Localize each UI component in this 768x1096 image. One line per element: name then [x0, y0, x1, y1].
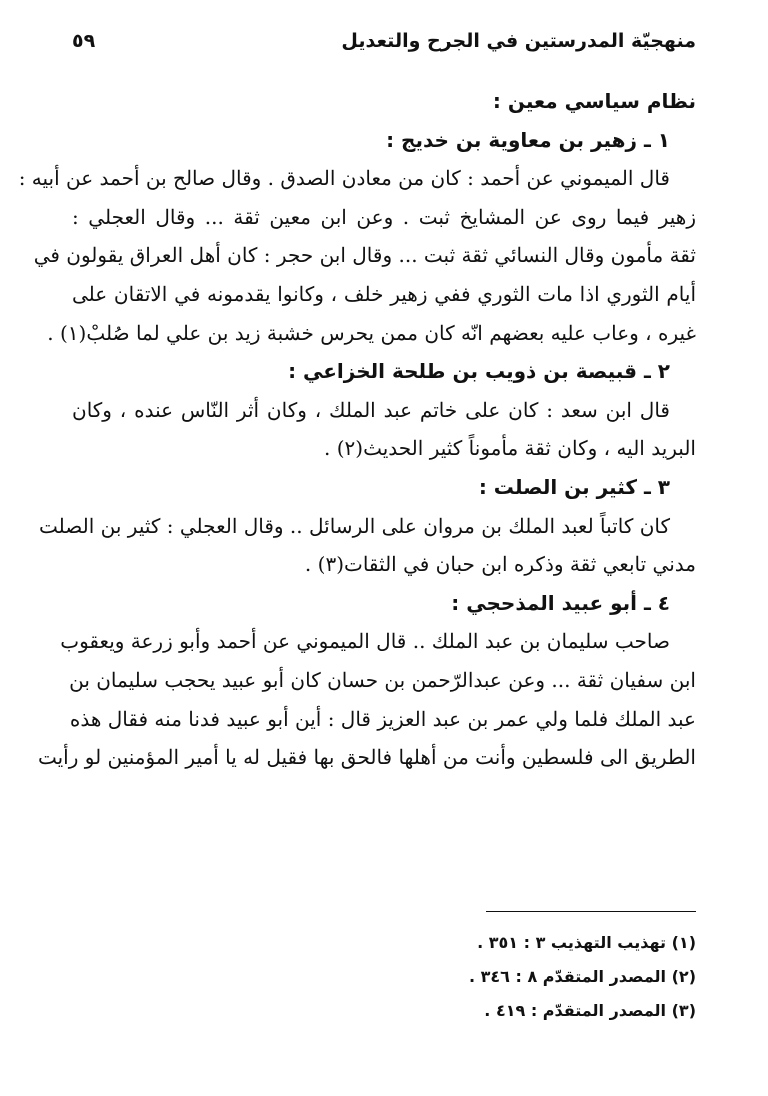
- footnote-3: (٣) المصدر المتقدّم : ٤١٩ .: [484, 1001, 696, 1020]
- page-number: ٥٩: [72, 30, 96, 52]
- paragraph-line: قال ابن سعد : كان على خاتم عبد الملك ، وكان أثر النّاس عنده ، وكان: [72, 397, 670, 422]
- paragraph-line: كان كاتباً لعبد الملك بن مروان على الرسائل .. وقال العجلي : كثير بن الصلت: [39, 513, 670, 538]
- paragraph-line: غيره ، وعاب عليه بعضهم انّه كان ممن يحرس خشبة زيد بن علي لما صُلبْ(١) .: [47, 320, 696, 345]
- intro-line: نظام سياسي معين :: [492, 89, 696, 113]
- paragraph-line: زهير فيما روى عن المشايخ ثبت . وعن ابن معين ثقة ... وقال العجلي :: [72, 204, 696, 229]
- section-heading-4: ٤ ـ أبو عبيد المذحجي :: [451, 590, 670, 615]
- paragraph-line: ابن سفيان ثقة ... وعن عبدالرّحمن بن حسان كان أبو عبيد يحجب سليمان بن: [69, 667, 696, 692]
- section-heading-2: ٢ ـ قبيصة بن ذويب بن طلحة الخزاعي :: [288, 359, 670, 384]
- paragraph-line: صاحب سليمان بن عبد الملك .. قال الميموني عن أحمد وأبو زرعة ويعقوب: [60, 629, 670, 654]
- footnote-divider: [486, 911, 696, 912]
- paragraph-line: ثقة مأمون وقال النسائي ثقة ثبت ... وقال ابن حجر : كان أهل العراق يقولون في: [33, 243, 696, 268]
- section-heading-3: ٣ ـ كثير بن الصلت :: [478, 474, 670, 499]
- paragraph-line: عبد الملك فلما ولي عمر بن عبد العزيز قال : أين أبو عبيد فدنا منه فقال هذه: [69, 706, 696, 731]
- running-title: منهجيّة المدرستين في الجرح والتعديل: [341, 30, 696, 52]
- footnotes: [296, 926, 696, 1028]
- paragraph-line: أيام الثوري اذا مات الثوري ففي زهير خلف ، وكانوا يقدمونه في الاتقان على: [72, 281, 696, 306]
- paragraph-line: البريد اليه ، وكان ثقة مأموناً كثير الحديث(٢) .: [323, 436, 696, 461]
- paragraph-line: الطريق الى فلسطين وأنت من أهلها فالحق بها فقيل له يا أمير المؤمنين لو رأيت: [37, 745, 696, 770]
- footnote-2: (٢) المصدر المتقدّم ٨ : ٣٤٦ .: [468, 967, 696, 986]
- page-header: [72, 30, 696, 64]
- main-text: [18, 82, 696, 777]
- footnote-1: (١) تهذيب التهذيب ٣ : ٣٥١ .: [477, 933, 696, 952]
- paragraph-line: مدني تابعي ثقة وذكره ابن حبان في الثقات(٣) .: [304, 552, 696, 577]
- paragraph-line: قال الميموني عن أحمد : كان من معادن الصدق . وقال صالح بن أحمد عن أبيه :: [18, 166, 670, 191]
- section-heading-1: ١ ـ زهير بن معاوية بن خديج :: [386, 127, 670, 152]
